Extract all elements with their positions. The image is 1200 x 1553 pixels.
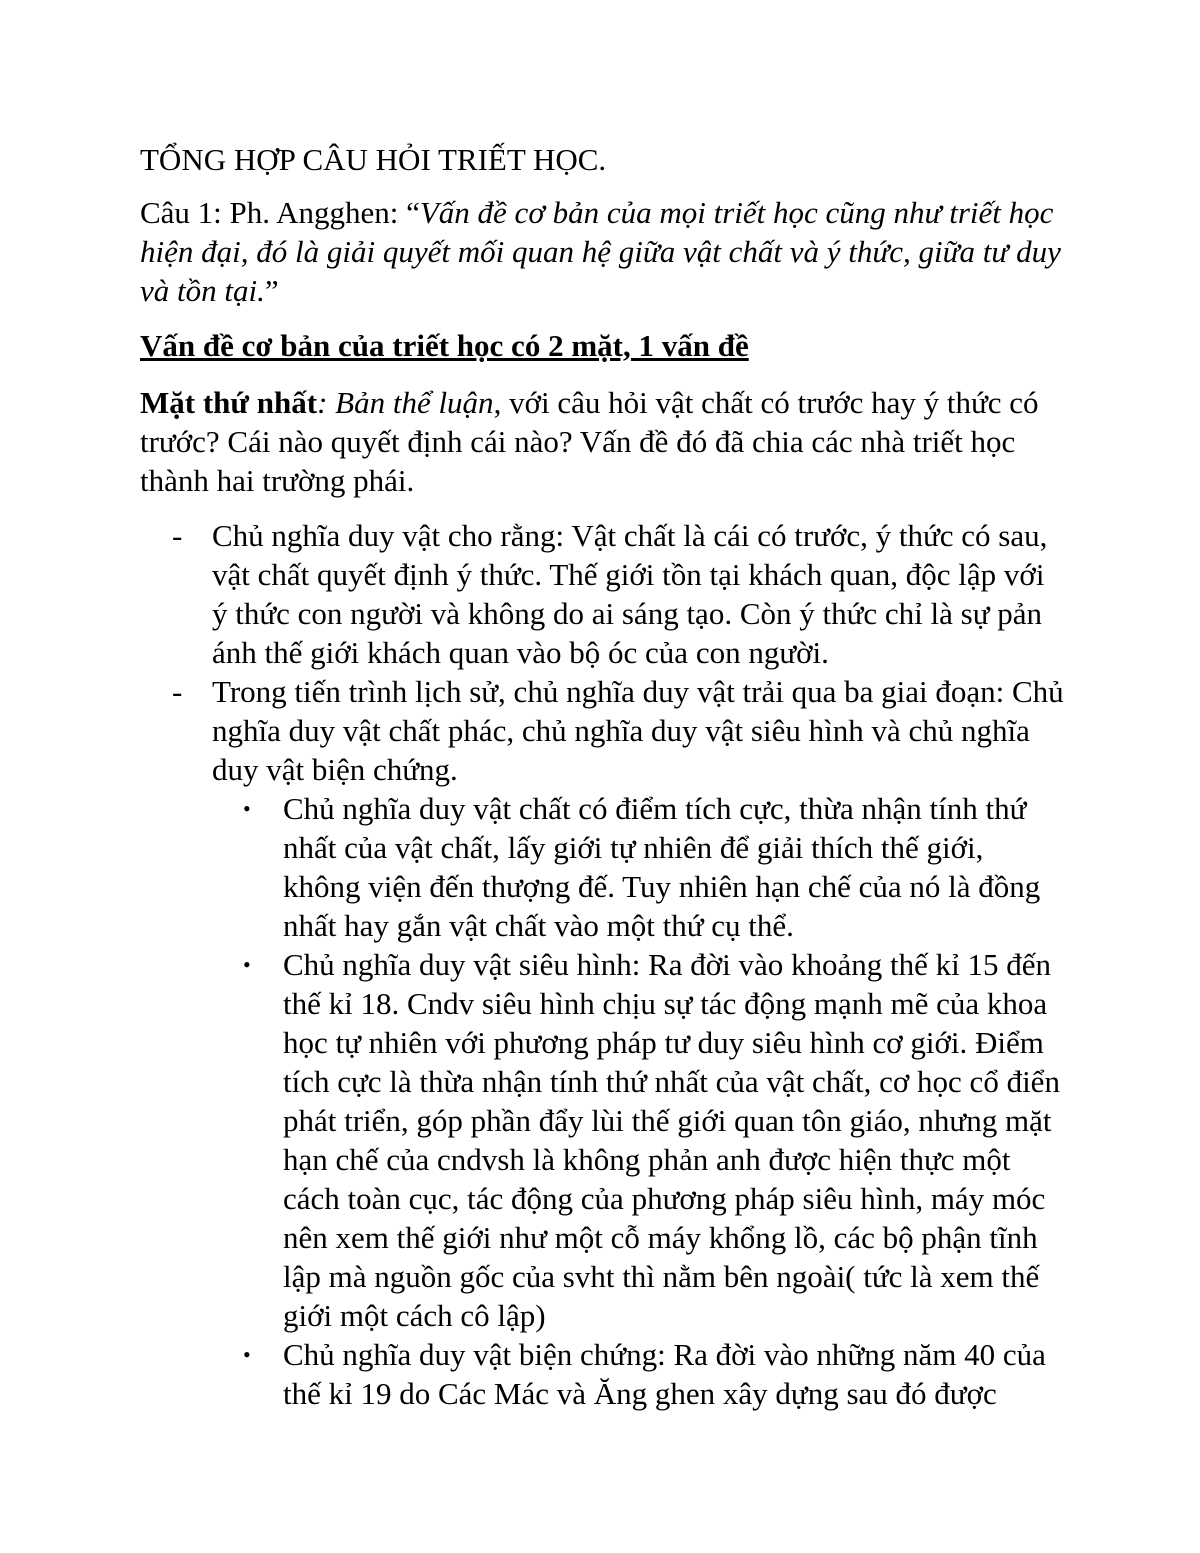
bullet-marker: • bbox=[243, 1342, 251, 1367]
first-aspect-colon: : bbox=[317, 385, 328, 420]
bullet-list-item bbox=[140, 1335, 1065, 1413]
question-1-quote: Vấn đề cơ bản của mọi triết học cũng như triết học hiện đại, đó là giải quyết mối quan hệ giữa vật chất và ý thức, giữa tư duy và tồn tại. bbox=[140, 195, 1061, 308]
bullet-list bbox=[140, 789, 1065, 1413]
bullet-list-item bbox=[140, 945, 1065, 1335]
question-1 bbox=[140, 193, 1065, 310]
first-aspect-label: Mặt thứ nhất bbox=[140, 385, 318, 420]
document-body bbox=[140, 140, 1065, 1413]
first-aspect-text: , với câu hỏi vật chất có trước hay ý thức có trước? Cái nào quyết định cái nào? Vấn đề đó đã chia các nhà triết học thành hai trường phái. bbox=[140, 385, 1039, 498]
bullet-item-text: Chủ nghĩa duy vật siêu hình: Ra đời vào khoảng thế kỉ 15 đến thế kỉ 18. Cndv siêu hình chịu sự tác động mạnh mẽ của khoa học tự nhiên với phương pháp tư duy siêu hình cơ giới. Điểm tích cực là thừa nhận tính thứ nhất của vật chất, cơ học cổ điển phát triển, góp phần đẩy lùi thế giới quan tôn giáo, nhưng mặt hạn chế của cndvsh là không phản anh được hiện thực một cách toàn cục, tác động của phương pháp siêu hình, máy móc nên xem thế giới như một cỗ máy khổng lồ, các bộ phận tĩnh lập mà nguồn gốc của svht thì nằm bên ngoài( tức là xem thế giới một cách cô lập) bbox=[283, 947, 1060, 1333]
question-1-prefix: Câu 1: Ph. Angghen: “ bbox=[140, 195, 420, 230]
first-aspect-term: Bản thể luận bbox=[327, 385, 494, 420]
bullet-list-item bbox=[140, 789, 1065, 945]
dash-marker: - bbox=[172, 674, 183, 709]
bullet-item-text: Chủ nghĩa duy vật chất có điểm tích cực, thừa nhận tính thứ nhất của vật chất, lấy giới tự nhiên để giải thích thế giới, không viện đến thượng đế. Tuy nhiên hạn chế của nó là đồng nhất hay gắn vật chất vào một thứ cụ thể. bbox=[283, 791, 1041, 943]
dash-list bbox=[140, 516, 1065, 789]
bullet-marker: • bbox=[243, 796, 251, 821]
dash-item-text: Chủ nghĩa duy vật cho rằng: Vật chất là cái có trước, ý thức có sau, vật chất quyết định ý thức. Thế giới tồn tại khách quan, độc lập với ý thức con người và không do ai sáng tạo. Còn ý thức chỉ là sự pản ánh thế giới khách quan vào bộ óc của con người. bbox=[212, 518, 1048, 670]
bullet-item-text: Chủ nghĩa duy vật biện chứng: Ra đời vào những năm 40 của thế kỉ 19 do Các Mác và Ăng ghen xây dựng sau đó được bbox=[283, 1337, 1046, 1411]
document-title: TỔNG HỢP CÂU HỎI TRIẾT HỌC. bbox=[140, 142, 607, 177]
dash-list-item bbox=[140, 672, 1065, 789]
dash-marker: - bbox=[172, 518, 183, 553]
question-1-suffix: ” bbox=[264, 273, 279, 308]
first-aspect-paragraph bbox=[140, 383, 1065, 500]
dash-item-text: Trong tiến trình lịch sử, chủ nghĩa duy vật trải qua ba giai đoạn: Chủ nghĩa duy vật chất phác, chủ nghĩa duy vật siêu hình và chủ nghĩa duy vật biện chứng. bbox=[212, 674, 1064, 787]
dash-list-item bbox=[140, 516, 1065, 672]
bullet-marker: • bbox=[243, 952, 251, 977]
section-heading: Vấn đề cơ bản của triết học có 2 mặt, 1 vấn đề bbox=[140, 328, 749, 363]
